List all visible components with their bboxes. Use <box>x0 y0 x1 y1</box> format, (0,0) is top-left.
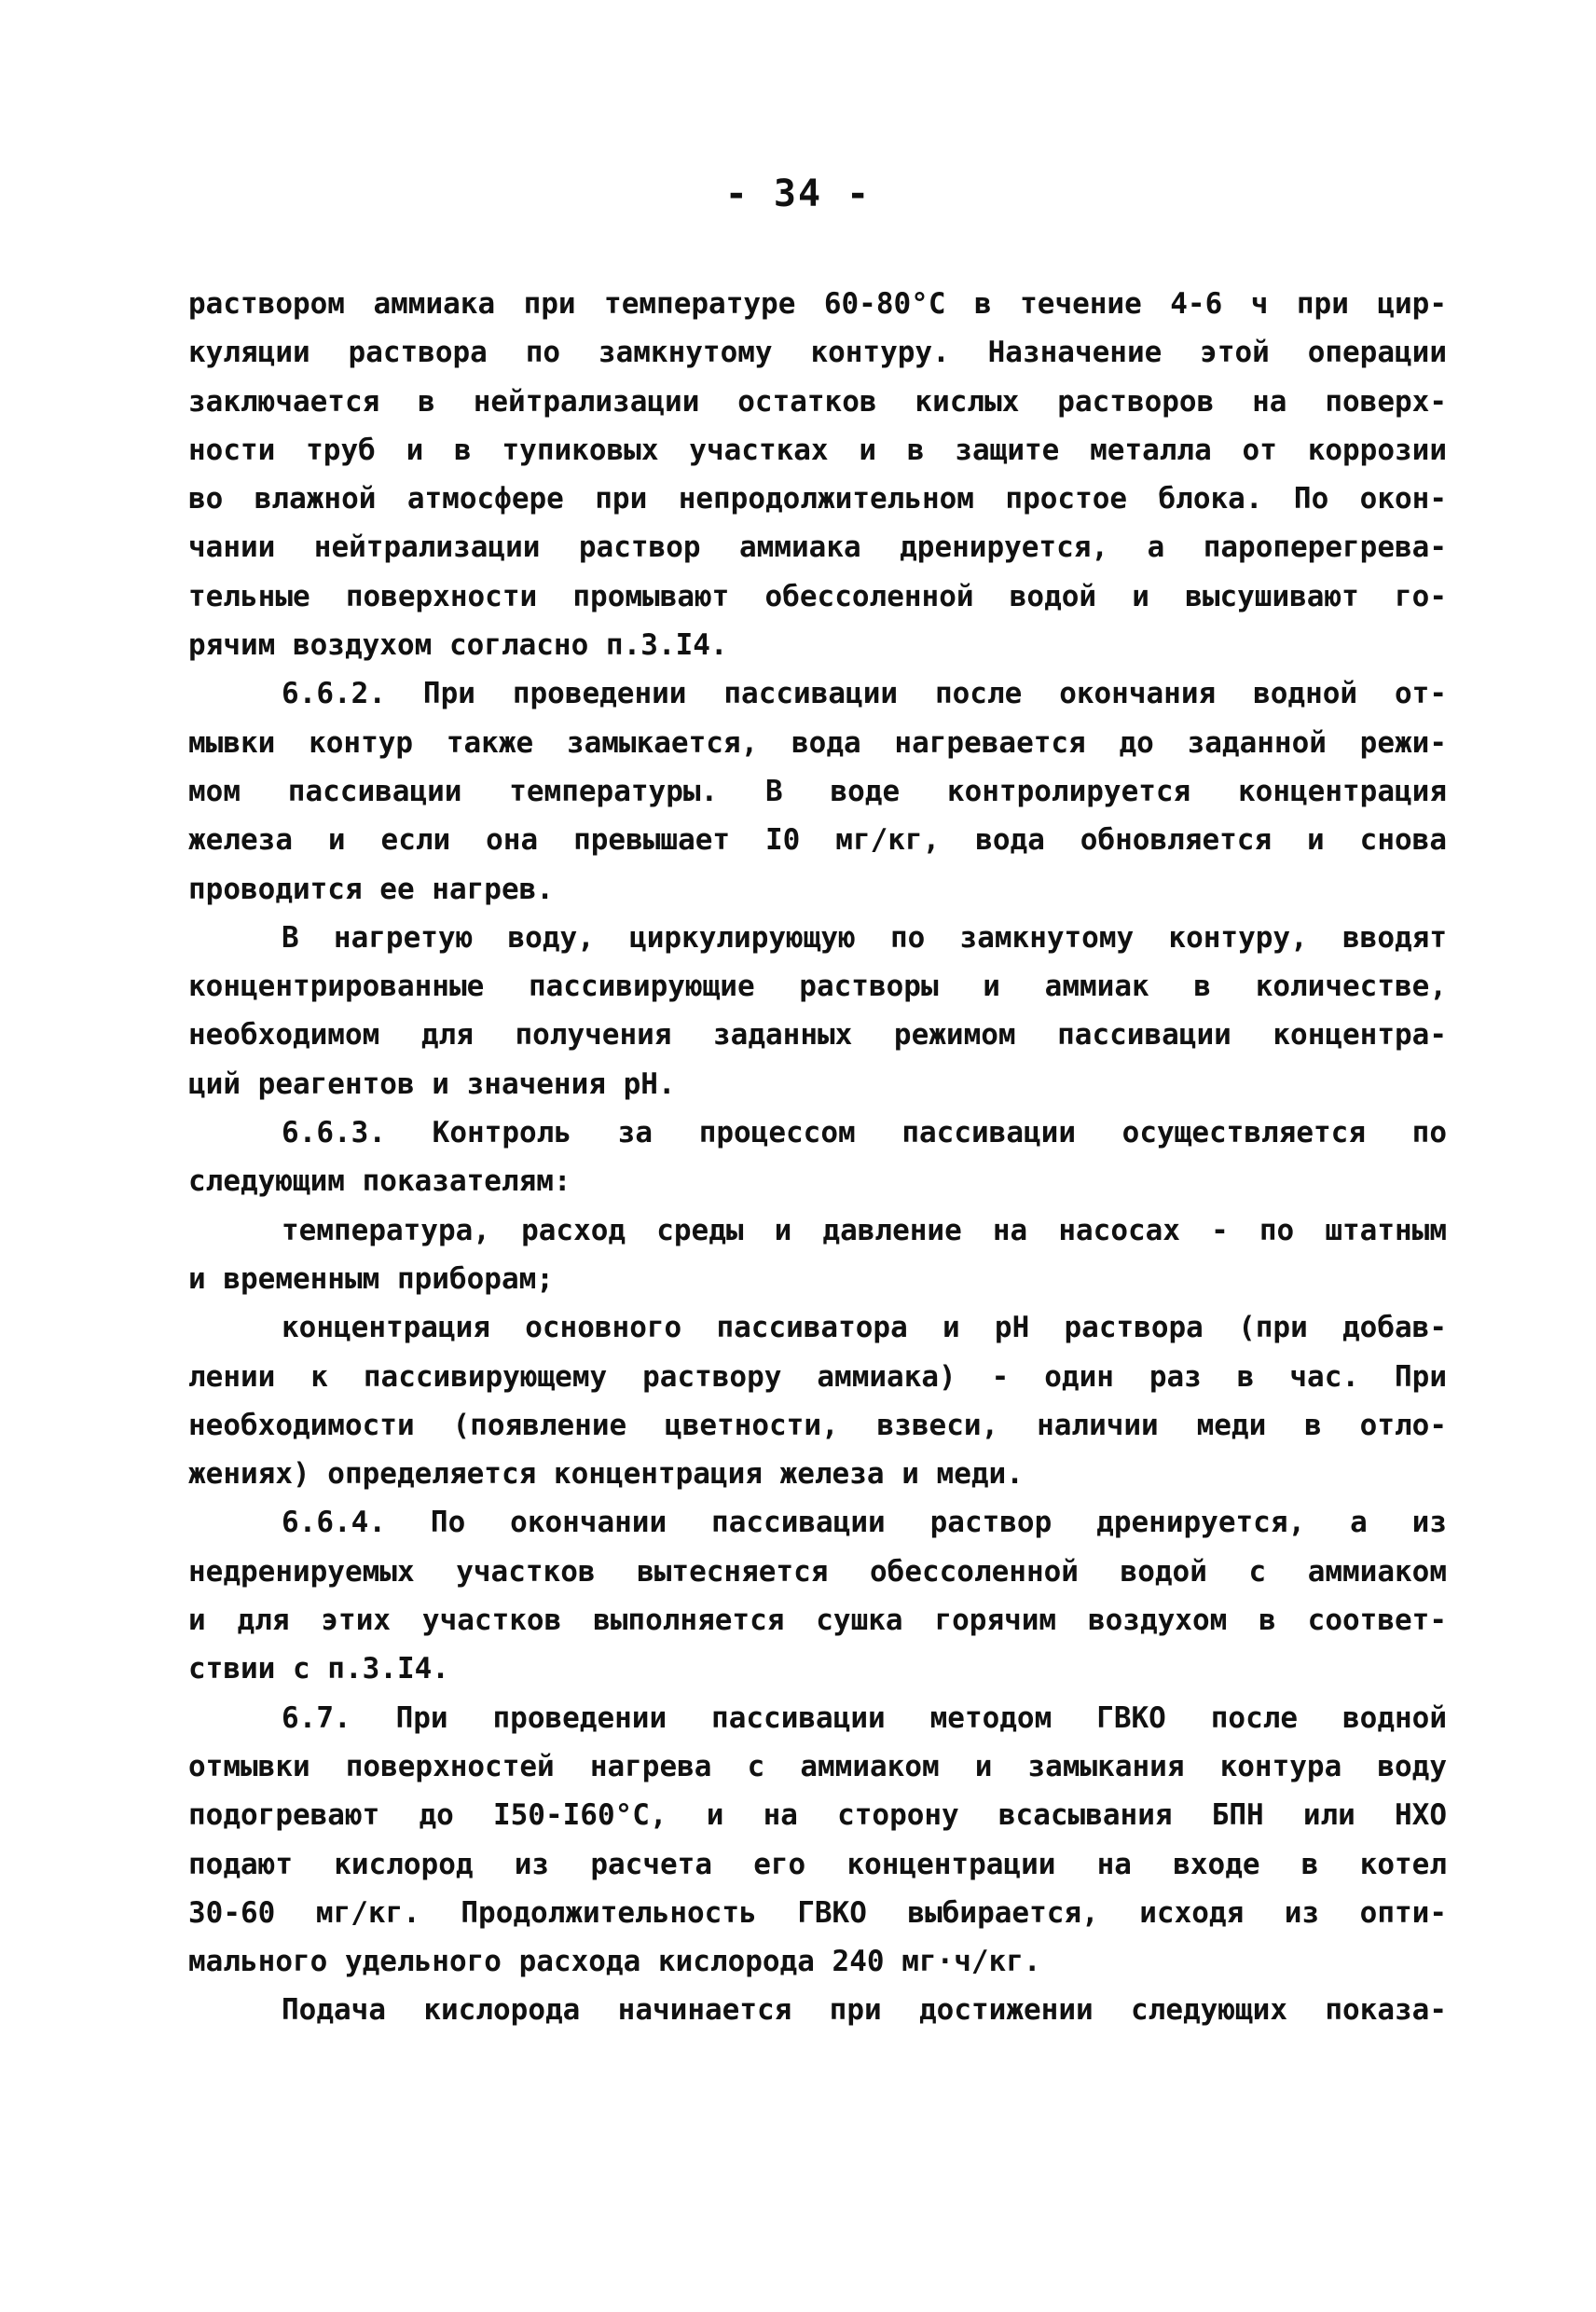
text-line: необходимом для получения заданных режимом пассивации концентра- <box>188 1018 1447 1053</box>
text-line: мом пассивации температуры. В воде контролируется концентрация <box>188 774 1447 808</box>
text-line: отмывки поверхностей нагрева с аммиаком и замыкания контура воду <box>188 1749 1447 1783</box>
text-line: следующим показателям: <box>188 1164 571 1199</box>
text-line: недренируемых участков вытесняется обессоленной водой с аммиаком <box>188 1554 1447 1589</box>
text-line: 6.7. При проведении пассивации методом ГВКО после водной <box>282 1700 1447 1735</box>
text-line: жениях) определяется концентрация железа и меди. <box>188 1457 1024 1492</box>
page-number: - 34 - <box>724 172 872 215</box>
text-line: мывки контур также замыкается, вода нагревается до заданной режи- <box>188 725 1447 760</box>
text-line: 6.6.4. По окончании пассивации раствор дренируется, а из <box>282 1506 1447 1540</box>
text-line: рячим воздухом согласно п.3.I4. <box>188 628 728 663</box>
text-line: и временным приборам; <box>188 1261 554 1296</box>
text-line: подают кислород из расчета его концентрации на входе в котел <box>188 1847 1447 1881</box>
body-text <box>188 280 1447 2035</box>
text-line: мального удельного расхода кислорода 240 мг·ч/кг. <box>188 1945 1041 1979</box>
text-line: во влажной атмосфере при непродолжительном простое блока. По окон- <box>188 482 1447 516</box>
text-line: лении к пассивирующему раствору аммиака) - один раз в час. При <box>188 1359 1447 1394</box>
text-line: 30-60 мг/кг. Продолжительность ГВКО выбирается, исходя из опти- <box>188 1895 1447 1930</box>
text-line: чании нейтрализации раствор аммиака дренируется, а пароперегрева- <box>188 530 1447 565</box>
text-line: ствии с п.3.I4. <box>188 1652 449 1686</box>
text-line: концентрированные пассивирующие растворы и аммиак в количестве, <box>188 970 1447 1004</box>
text-line: ций реагентов и значения pH. <box>188 1067 676 1101</box>
text-line: заключается в нейтрализации остатков кислых растворов на поверх- <box>188 384 1447 419</box>
text-line: 6.6.3. Контроль за процессом пассивации осуществляется по <box>282 1116 1447 1150</box>
text-line: концентрация основного пассиватора и pH раствора (при добав- <box>282 1311 1447 1345</box>
text-line: и для этих участков выполняется сушка горячим воздухом в соответ- <box>188 1603 1447 1638</box>
text-line: куляции раствора по замкнутому контуру. Назначение этой операции <box>188 336 1447 370</box>
text-line: Подача кислорода начинается при достижении следующих показа- <box>282 1993 1447 2028</box>
text-line: раствором аммиака при температуре 60-80°С в течение 4-6 ч при цир- <box>188 287 1447 321</box>
text-line: 6.6.2. При проведении пассивации после окончания водной от- <box>282 677 1447 711</box>
text-line: В нагретую воду, циркулирующую по замкнутому контуру, вводят <box>282 920 1447 955</box>
text-line: проводится ее нагрев. <box>188 872 554 906</box>
text-line: тельные поверхности промывают обессоленной водой и высушивают го- <box>188 579 1447 613</box>
text-line: железа и если она превышает I0 мг/кг, вода обновляется и снова <box>188 823 1447 858</box>
text-line: температура, расход среды и давление на насосах - по штатным <box>282 1213 1447 1247</box>
text-line: необходимости (появление цветности, взвеси, наличии меди в отло- <box>188 1408 1447 1442</box>
text-line: подогревают до I50-I60°С, и на сторону всасывания БПН или НХО <box>188 1798 1447 1833</box>
text-line: ности труб и в тупиковых участках и в защите металла от коррозии <box>188 433 1447 467</box>
